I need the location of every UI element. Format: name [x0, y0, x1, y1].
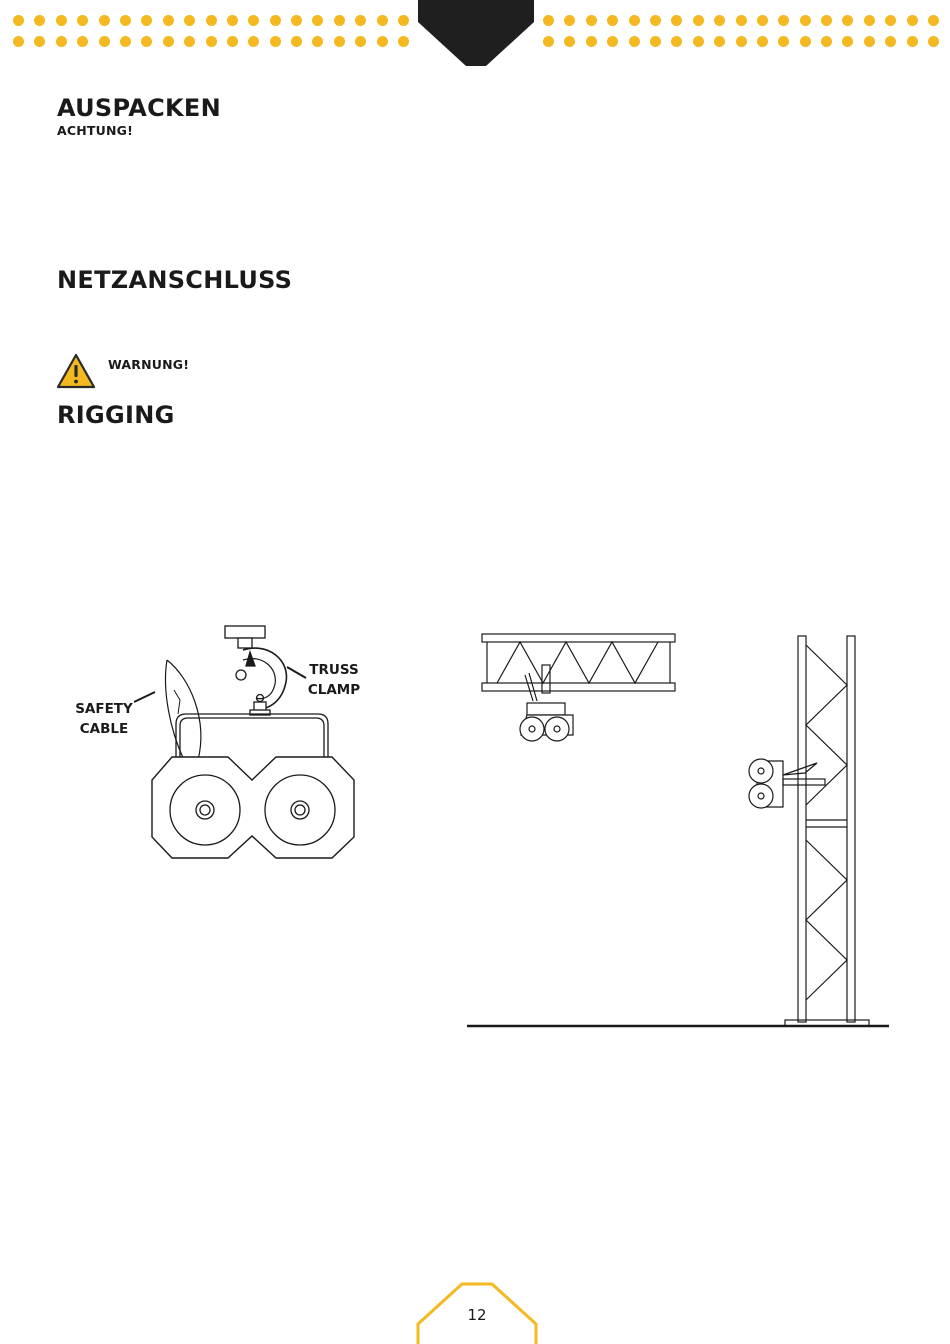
section-title-unpack: AUSPACKEN	[57, 94, 221, 122]
header-dot	[206, 15, 217, 26]
header-dot	[693, 15, 704, 26]
header-dot	[543, 36, 554, 47]
warning-label: WARNUNG!	[108, 357, 190, 372]
header-dot	[650, 15, 661, 26]
header-dot	[885, 15, 896, 26]
safety-cable-label-line1: SAFETY	[75, 701, 133, 717]
header-dot	[227, 15, 238, 26]
header-dot	[607, 15, 618, 26]
header-dot	[355, 36, 366, 47]
header-dot	[693, 36, 704, 47]
header-dot	[227, 36, 238, 47]
header-dot	[671, 36, 682, 47]
header-dot	[842, 36, 853, 47]
header-dot	[120, 36, 131, 47]
header-dot	[842, 15, 853, 26]
header-dot	[714, 15, 725, 26]
header-dot	[355, 15, 366, 26]
header-dot	[13, 36, 24, 47]
header-dot	[564, 15, 575, 26]
header-dot	[334, 36, 345, 47]
truss-clamp-label	[306, 660, 362, 700]
header-dot	[398, 15, 409, 26]
header-dot	[184, 36, 195, 47]
header-dots-left	[13, 10, 419, 52]
header-dot	[800, 15, 811, 26]
header-dot	[184, 15, 195, 26]
safety-cable-label	[72, 699, 136, 739]
header-dot	[607, 36, 618, 47]
header-dot	[206, 36, 217, 47]
header-dot	[270, 36, 281, 47]
label-leader-lines	[130, 660, 320, 710]
header-dot	[928, 36, 939, 47]
header-dot	[120, 15, 131, 26]
header-dot	[864, 15, 875, 26]
header-dot	[291, 15, 302, 26]
header-dot	[714, 36, 725, 47]
header-dot	[34, 36, 45, 47]
header-dot	[141, 36, 152, 47]
header-dot	[312, 15, 323, 26]
header-dot	[800, 36, 811, 47]
header-dot	[270, 15, 281, 26]
header-dot	[778, 36, 789, 47]
header-badge	[418, 0, 534, 66]
caution-label: ACHTUNG!	[57, 123, 134, 138]
header-dot	[248, 36, 259, 47]
header-dot	[398, 36, 409, 47]
header-dot	[77, 15, 88, 26]
warning-triangle-icon	[56, 353, 96, 389]
header-dot	[629, 15, 640, 26]
header-dot	[736, 15, 747, 26]
fixture-clamp-illustration	[140, 620, 370, 870]
header-dot	[377, 36, 388, 47]
header-dot	[757, 15, 768, 26]
header-dot	[885, 36, 896, 47]
header-dots-right	[543, 10, 949, 52]
header-dot	[907, 36, 918, 47]
header-dot	[56, 36, 67, 47]
header-dot	[907, 15, 918, 26]
header-dot	[99, 36, 110, 47]
header-dot	[821, 36, 832, 47]
header-dot	[778, 15, 789, 26]
header-dot	[34, 15, 45, 26]
section-title-power: NETZANSCHLUSS	[57, 266, 293, 294]
header-dot	[141, 15, 152, 26]
header-dot	[586, 36, 597, 47]
header-dot	[291, 36, 302, 47]
header-dot	[248, 15, 259, 26]
header-dot	[99, 15, 110, 26]
header-dot	[13, 15, 24, 26]
truss-clamp-label-line2: CLAMP	[307, 682, 361, 698]
page-number: 12	[467, 1306, 487, 1324]
header-dot	[629, 36, 640, 47]
header-dot	[334, 15, 345, 26]
header-dot	[650, 36, 661, 47]
header-dot	[864, 36, 875, 47]
section-title-rigging: RIGGING	[57, 401, 175, 429]
header-dot	[543, 15, 554, 26]
header-dot	[377, 15, 388, 26]
truss-mounting-illustration	[465, 625, 895, 1035]
header-dot	[163, 36, 174, 47]
header-dot	[586, 15, 597, 26]
header-dot	[56, 15, 67, 26]
header-dot	[821, 15, 832, 26]
truss-clamp-label-line1: TRUSS	[309, 662, 359, 678]
header-dot	[77, 36, 88, 47]
safety-cable-label-line2: CABLE	[79, 721, 129, 737]
header-dot	[312, 36, 323, 47]
header-dot	[928, 15, 939, 26]
header-dot	[757, 36, 768, 47]
header-dot	[736, 36, 747, 47]
header-dot	[564, 36, 575, 47]
header-dot	[671, 15, 682, 26]
header-dot	[163, 15, 174, 26]
